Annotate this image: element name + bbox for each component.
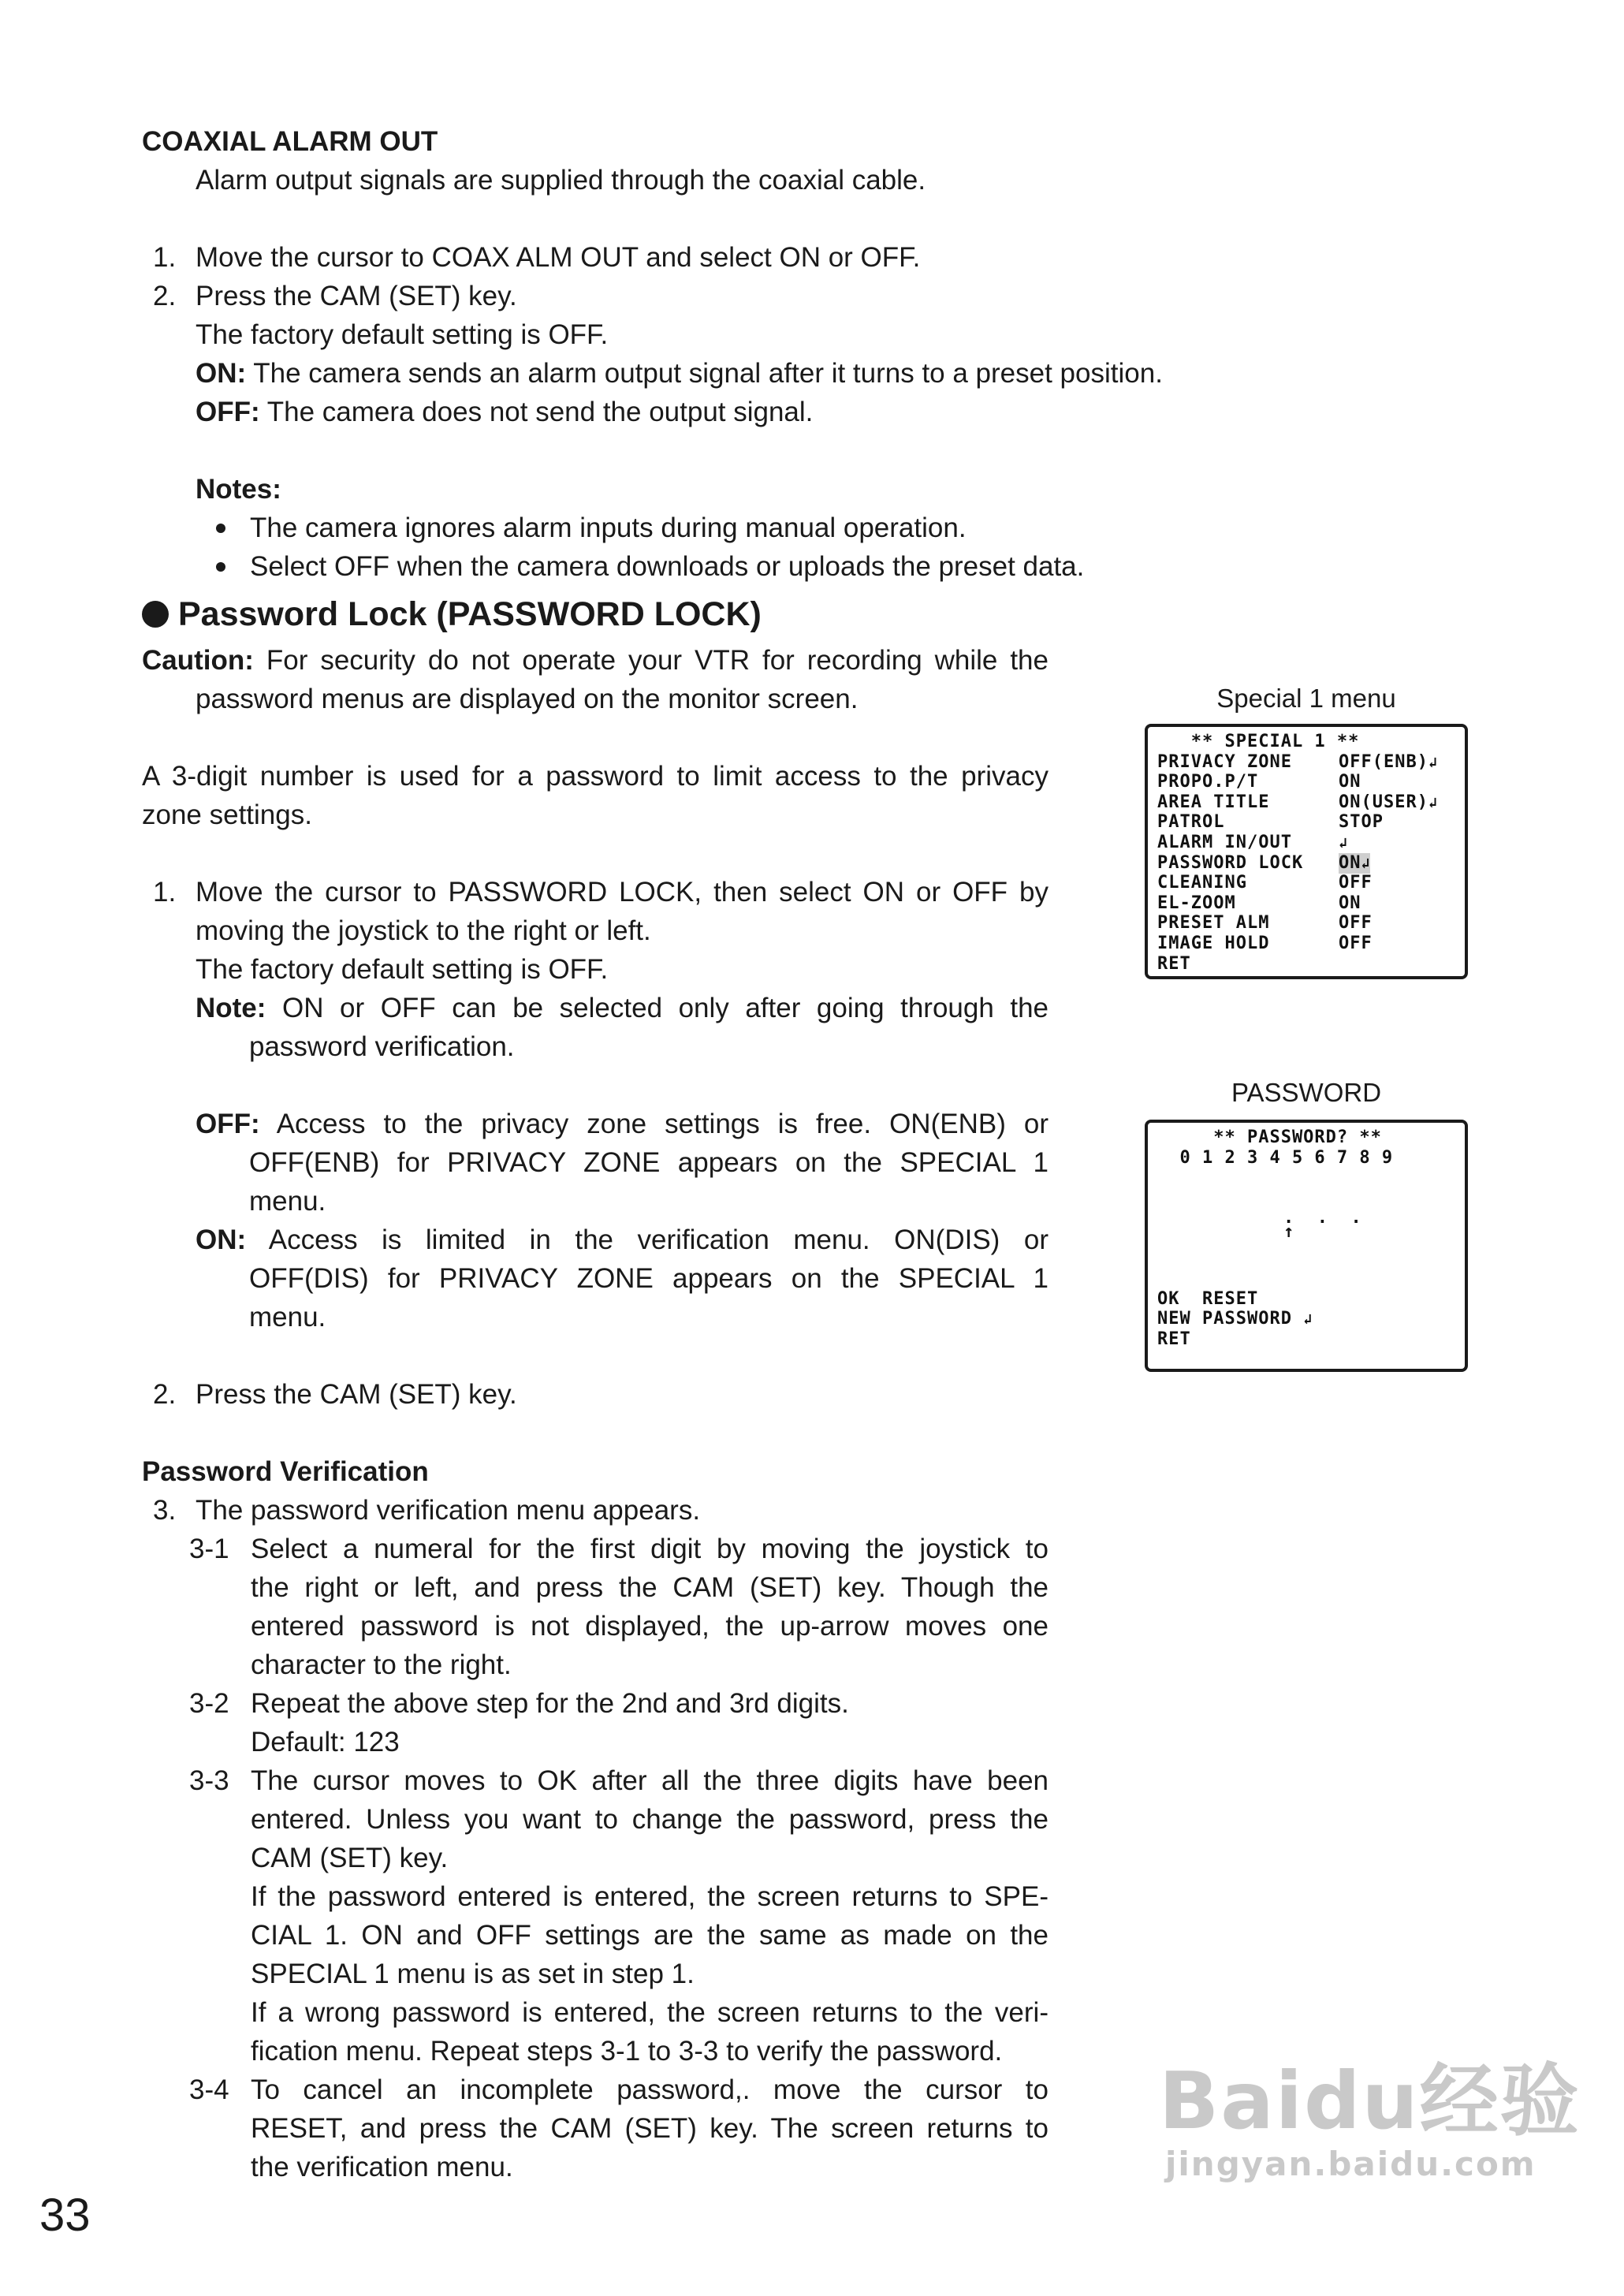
menu-value: OFF(ENB) (1339, 751, 1428, 772)
verification-title: Password Verification (142, 1456, 429, 1487)
note-label: Note: (196, 993, 266, 1023)
digit-row: 0 1 2 3 4 5 6 7 8 9 (1157, 1147, 1394, 1168)
substep-3-4 (142, 2070, 1049, 2186)
coaxial-on-option (142, 354, 1163, 393)
off-line-3: menu. (249, 1186, 326, 1217)
intro-line-2: zone settings. (142, 800, 312, 830)
menu-row (1157, 934, 1457, 954)
off-label: OFF: (196, 1109, 260, 1139)
password-menu-screen (1145, 1120, 1468, 1372)
menu-label: IMAGE HOLD (1157, 933, 1270, 953)
menu-label: AREA TITLE (1157, 792, 1270, 812)
substep-line: fication menu. Repeat steps 3-1 to 3-3 to verify the password. (251, 2036, 1003, 2067)
cursor-arrow-icon: ↑ (1283, 1221, 1295, 1242)
menu-label: ALARM IN/OUT (1157, 832, 1292, 852)
menu-value: ON (1339, 852, 1361, 873)
watermark-url: jingyan.baidu.com (1165, 2145, 1536, 2183)
off-line-1 (196, 1105, 1049, 1143)
step-text-line: moving the joystick to the right or left. (196, 915, 651, 946)
menu-label: RET (1157, 953, 1191, 974)
notes-title: Notes: (196, 474, 281, 505)
step-number: 2. (153, 281, 177, 311)
menu-label: PRIVACY ZONE (1157, 751, 1292, 772)
enter-arrow-icon: ↲ (1339, 834, 1348, 852)
special-menu-screen (1145, 724, 1468, 979)
note-text: Select OFF when the camera downloads or uploads the preset data. (250, 551, 1085, 582)
menu-title: ** PASSWORD? ** (1157, 1128, 1382, 1147)
enter-arrow-icon: ↲ (1303, 1311, 1313, 1329)
intro-line-1: A 3-digit number is used for a password to limit access to the privacy (142, 761, 1049, 792)
on-label: ON: (196, 358, 247, 389)
on-line-2: OFF(DIS) for PRIVACY ZONE appears on the SPECIAL 1 (249, 1263, 1049, 1294)
substep-line: If a wrong password is entered, the screen returns to the veri- (251, 1997, 1049, 2028)
page-number: 33 (39, 2190, 91, 2241)
password-step-2 (142, 1375, 1049, 1414)
on-label: ON: (196, 1224, 247, 1255)
note-line-1 (196, 989, 1049, 1027)
substep-line: CIAL 1. ON and OFF settings are the same as made on the (251, 1920, 1049, 1951)
menu-row (1157, 853, 1457, 874)
substep-line: Default: 123 (251, 1727, 400, 1757)
substep-line: the verification menu. (251, 2152, 513, 2182)
menu-row (1157, 833, 1457, 853)
menu-value: OFF (1339, 873, 1373, 893)
substep-line: SPECIAL 1 menu is as set in step 1. (251, 1959, 695, 1989)
menu-label: EL-ZOOM (1157, 893, 1236, 913)
note-text: ON or OFF can be selected only after going through the (266, 993, 1049, 1023)
menu-value: OFF (1339, 913, 1373, 934)
substep-line: If the password entered is entered, the screen returns to SPE- (251, 1881, 1049, 1912)
main-column (142, 122, 1163, 2186)
step-default: The factory default setting is OFF. (196, 954, 609, 985)
substep-number: 3-1 (189, 1534, 229, 1564)
substep-line: Select a numeral for the first digit by moving the joystick to (251, 1534, 1049, 1564)
menu-row (1157, 954, 1457, 975)
step-text: The password verification menu appears. (196, 1495, 701, 1526)
bullet-icon (216, 562, 225, 572)
menu-row (1157, 893, 1457, 914)
menu-label: PRESET ALM (1157, 913, 1270, 934)
step-text: Press the CAM (SET) key. (196, 281, 517, 311)
menu-row (1157, 913, 1457, 934)
menu-value: ON(USER) (1339, 792, 1428, 812)
substep-number: 3-4 (189, 2074, 229, 2105)
substep-line: character to the right. (251, 1649, 512, 1680)
password-dots: . . . (1283, 1208, 1362, 1228)
substep-line: The cursor moves to OK after all the three digits have been (251, 1765, 1049, 1796)
menu-row (1157, 792, 1457, 813)
caution-line-2: password menus are displayed on the monitor screen. (196, 684, 859, 714)
substep-line: Repeat the above step for the 2nd and 3rd digits. (251, 1688, 849, 1719)
off-line-2: OFF(ENB) for PRIVACY ZONE appears on the SPECIAL 1 (249, 1147, 1049, 1178)
menu-row (1157, 873, 1457, 893)
menu-title: ** SPECIAL 1 ** (1157, 732, 1360, 751)
verification-step-3 (142, 1491, 1049, 1530)
new-password-row (1157, 1309, 1457, 1329)
enter-arrow-icon: ↲ (1428, 754, 1438, 771)
note-item (142, 547, 1085, 586)
caution-line-1 (142, 641, 1049, 680)
substep-3-3 (142, 1761, 1049, 2070)
enter-arrow-icon: ↲ (1361, 855, 1371, 872)
note-item (142, 509, 1049, 547)
section-heading (142, 591, 1049, 638)
bullet-icon (216, 524, 225, 533)
on-line-3: menu. (249, 1302, 326, 1332)
substep-line: entered. Unless you want to change the password, press the (251, 1804, 1049, 1835)
substep-line: RESET, and press the CAM (SET) key. The screen returns to (251, 2113, 1049, 2144)
ok-reset-row: OK RESET (1157, 1288, 1259, 1309)
step-number: 3. (153, 1495, 177, 1526)
menu-label: CLEANING (1157, 873, 1247, 893)
watermark-logo: Baidu经验 (1159, 2055, 1581, 2147)
off-label: OFF: (196, 397, 260, 427)
menu-value: ON (1339, 772, 1361, 792)
menu-value: STOP (1339, 812, 1384, 833)
menu-row (1157, 772, 1457, 792)
heading-text: Password Lock (PASSWORD LOCK) (178, 595, 762, 633)
caution-text: For security do not operate your VTR for recording while the (253, 645, 1049, 676)
on-line-1 (196, 1221, 1049, 1259)
baidu-watermark (1159, 2055, 1581, 2184)
coaxial-title: COAXIAL ALARM OUT (142, 126, 438, 157)
menu-value: OFF (1339, 933, 1373, 953)
coaxial-step-1 (142, 238, 1049, 277)
menu-label: PASSWORD LOCK (1157, 852, 1304, 873)
coaxial-step-2 (142, 277, 1049, 315)
off-text: The camera does not send the output signal. (259, 397, 814, 427)
heading-bullet-icon (142, 601, 169, 628)
note-line-2: password verification. (249, 1031, 515, 1062)
password-step-1 (142, 873, 1049, 1336)
menu-label: PROPO.P/T (1157, 772, 1259, 792)
menu-row (1157, 812, 1457, 833)
substep-line: the right or left, and press the CAM (SET) key. Though the (251, 1572, 1049, 1603)
substep-number: 3-2 (189, 1688, 229, 1719)
menu-cursor-highlight (1339, 853, 1370, 874)
substep-3-1 (142, 1530, 1049, 1684)
special-menu-caption: Special 1 menu (1216, 684, 1396, 713)
step-text: Move the cursor to COAX ALM OUT and select ON or OFF. (196, 242, 921, 273)
note-text: The camera ignores alarm inputs during manual operation. (250, 512, 967, 543)
menu-value: ON (1339, 893, 1361, 913)
step-number: 1. (153, 242, 177, 273)
on-text: Access is limited in the verification menu. ON(DIS) or (246, 1224, 1049, 1255)
step-text-line: Move the cursor to PASSWORD LOCK, then select ON or OFF by (196, 877, 1049, 908)
menu-row (1157, 752, 1457, 773)
step-number: 1. (153, 877, 177, 908)
substep-number: 3-3 (189, 1765, 229, 1796)
substep-line: entered password is not displayed, the up-arrow moves one (251, 1611, 1049, 1642)
step-text: Press the CAM (SET) key. (196, 1379, 517, 1410)
on-text: The camera sends an alarm output signal after it turns to a preset position. (246, 358, 1163, 389)
menu-label: NEW PASSWORD (1157, 1309, 1292, 1329)
ret-row: RET (1157, 1329, 1191, 1349)
coaxial-description: Alarm output signals are supplied through the coaxial cable. (196, 165, 926, 196)
coaxial-off-option (142, 393, 1049, 431)
enter-arrow-icon: ↲ (1428, 794, 1438, 811)
menu-label: PATROL (1157, 812, 1225, 833)
substep-line: CAM (SET) key. (251, 1843, 449, 1873)
password-menu-caption: PASSWORD (1231, 1078, 1382, 1107)
off-text: Access to the privacy zone settings is free. ON(ENB) or (259, 1109, 1049, 1139)
substep-line: To cancel an incomplete password,. move the cursor to (251, 2074, 1049, 2105)
step-number: 2. (153, 1379, 177, 1410)
caution-label: Caution: (142, 645, 254, 676)
substep-3-2 (142, 1684, 1049, 1761)
coaxial-default: The factory default setting is OFF. (196, 319, 609, 350)
